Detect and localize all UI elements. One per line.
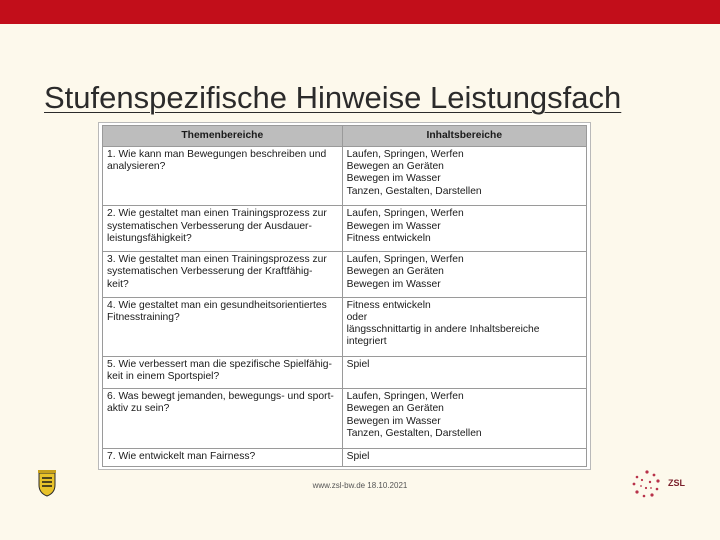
table-header-row: [103, 126, 587, 147]
table-row: [103, 252, 587, 298]
footer-url-date: www.zsl-bw.de 18.10.2021: [312, 481, 408, 490]
content-line: oder: [346, 312, 368, 324]
content-cell: [342, 252, 586, 298]
table-row: [103, 206, 587, 252]
table-row: [103, 297, 587, 356]
content-line: Tanzen, Gestalten, Darstellen: [346, 185, 482, 197]
content-line: Laufen, Springen, Werfen: [346, 149, 464, 160]
content-line: Bewegen an Geräten: [346, 403, 444, 415]
table-row: [103, 147, 587, 206]
content-line: Bewegen im Wasser: [346, 173, 441, 185]
content-cell: [342, 206, 586, 252]
content-line: Tanzen, Gestalten, Darstellen: [346, 427, 482, 439]
content-line: Bewegen im Wasser: [346, 278, 441, 290]
theme-line: 6. Was bewegt jemanden, bewegungs- und sport-: [107, 391, 334, 403]
theme-line: 4. Wie gestaltet man ein gesundheitsorientiertes: [107, 299, 327, 311]
content-line: Fitness entwickeln: [346, 299, 431, 311]
content-line: Bewegen an Geräten: [346, 161, 444, 173]
theme-line: aktiv zu sein?: [107, 403, 170, 415]
content-cell: [342, 448, 586, 466]
theme-line: systematischen Verbesserung der Kraftfähig-: [107, 266, 313, 278]
top-accent-bar: [0, 0, 720, 24]
topics-table-image: [98, 122, 591, 470]
theme-cell: [103, 357, 343, 389]
table-row: [103, 448, 587, 466]
theme-line: leistungsfähigkeit?: [107, 232, 192, 244]
content-line: Bewegen im Wasser: [346, 415, 441, 427]
theme-line: 3. Wie gestaltet man einen Trainingsprozess zur: [107, 254, 327, 266]
content-line: Laufen, Springen, Werfen: [346, 391, 464, 403]
theme-cell: [103, 206, 343, 252]
theme-line: 1. Wie kann man Bewegungen beschreiben und: [107, 149, 327, 160]
content-line: Bewegen im Wasser: [346, 220, 441, 232]
theme-cell: [103, 389, 343, 448]
zsl-dots-icon: [630, 468, 664, 500]
content-cell: [342, 147, 586, 206]
theme-line: keit?: [107, 278, 129, 290]
theme-line: keit in einem Sportspiel?: [107, 371, 220, 383]
theme-line: systematischen Verbesserung der Ausdauer-: [107, 220, 312, 232]
topics-table: [102, 125, 587, 467]
table-row: [103, 389, 587, 448]
content-line: Spiel: [346, 359, 370, 371]
theme-line: 5. Wie verbessert man die spezifische Spielfähig-: [107, 359, 332, 371]
content-line: integriert: [346, 336, 387, 348]
theme-cell: [103, 252, 343, 298]
theme-cell: [103, 297, 343, 356]
content-cell: [342, 297, 586, 356]
zsl-logo-icon: [630, 468, 690, 500]
content-line: Bewegen an Geräten: [346, 266, 444, 278]
theme-line: analysieren?: [107, 161, 166, 173]
content-line: Fitness entwickeln: [346, 232, 431, 244]
content-line: längsschnittartig in andere Inhaltsbereiche: [346, 324, 540, 336]
theme-line: 7. Wie entwickelt man Fairness?: [107, 450, 256, 462]
theme-line: Fitnesstraining?: [107, 312, 180, 324]
content-line: Laufen, Springen, Werfen: [346, 208, 464, 220]
content-line: Spiel: [346, 450, 370, 462]
theme-line: 2. Wie gestaltet man einen Trainingsprozess zur: [107, 208, 327, 220]
theme-cell: [103, 147, 343, 206]
header-themenbereiche: Themenbereiche: [103, 126, 343, 147]
table-row: [103, 357, 587, 389]
content-cell: [342, 389, 586, 448]
content-cell: [342, 357, 586, 389]
zsl-logo-text: ZSL: [668, 478, 685, 488]
content-line: Laufen, Springen, Werfen: [346, 254, 464, 266]
table-body: [103, 147, 587, 467]
theme-cell: [103, 448, 343, 466]
header-inhaltsbereiche: Inhaltsbereiche: [342, 126, 586, 147]
slide-title: Stufenspezifische Hinweise Leistungsfach: [44, 80, 622, 115]
